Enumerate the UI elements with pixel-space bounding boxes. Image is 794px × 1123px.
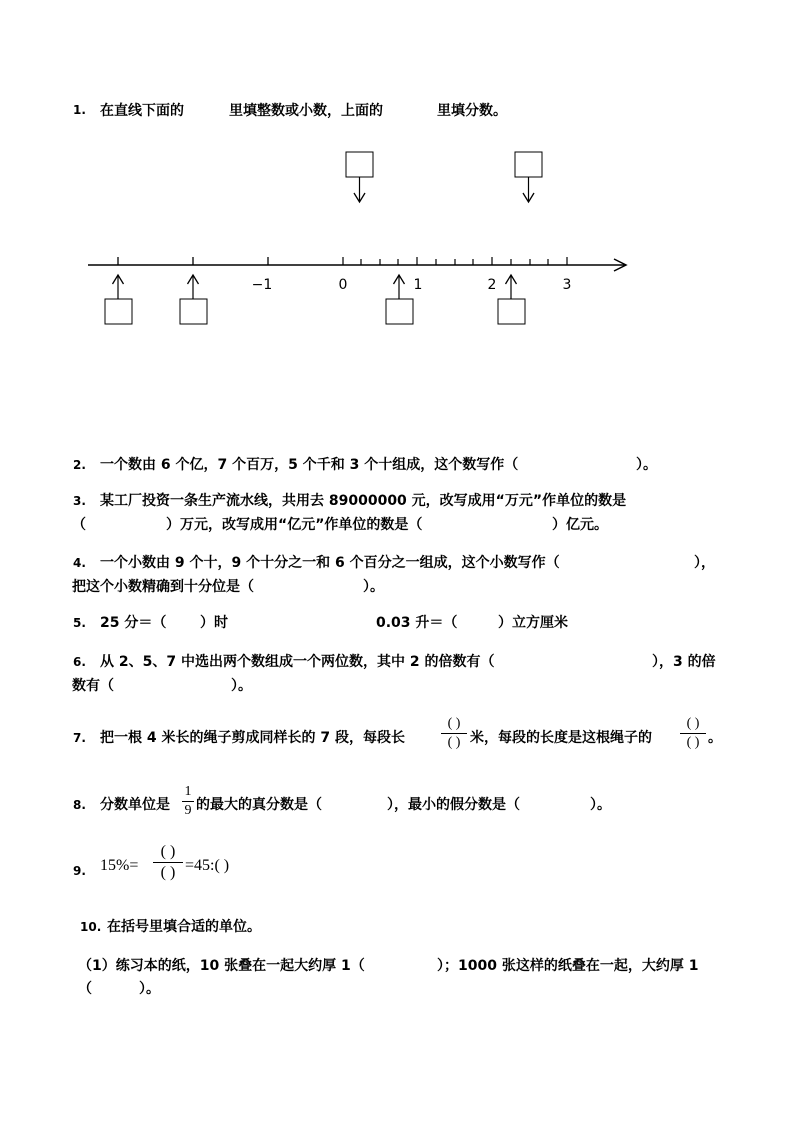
q8-part-c: ），最小的假分数是（ <box>387 797 520 813</box>
q10-sub1-line2: （ <box>78 981 92 997</box>
q2-text: 一个数由 6 个亿，7 个百万，5 个千和 3 个十组成，这个数写作（ <box>100 457 519 473</box>
q8-part-d: ）。 <box>590 797 611 813</box>
q5-number: 5. <box>73 616 86 630</box>
q1-text-b: 里填整数或小数，上面的 <box>229 103 383 119</box>
answer-box-top-2 <box>515 152 542 177</box>
q6-number: 6. <box>73 655 86 669</box>
q7-part-a: 把一根 4 米长的绳子剪成同样长的 7 段，每段长 <box>100 730 405 746</box>
q6-line1-end: ），3 的倍 <box>652 654 716 670</box>
axis-label-2: 2 <box>487 277 497 293</box>
q7-number: 7. <box>73 731 86 745</box>
q5-part-d: ）立方厘米 <box>498 615 568 631</box>
answer-box-bottom-2 <box>180 299 207 324</box>
answer-box-bottom-1 <box>105 299 132 324</box>
q1-text-a: 在直线下面的 <box>100 103 184 119</box>
q6-line2-end: ）。 <box>231 678 252 694</box>
q8-part-a: 分数单位是 <box>100 797 170 813</box>
q10-title: 在括号里填合适的单位。 <box>107 919 261 935</box>
q4-line1: 一个小数由 9 个十，9 个十分之一和 6 个百分之一组成，这个小数写作（ <box>100 555 560 571</box>
q3-line2-b: ）万元，改写成用“亿元”作单位的数是（ <box>166 517 423 533</box>
q4-line1-end: ）， <box>694 555 715 571</box>
answer-box-bottom-3 <box>386 299 413 324</box>
q3-number: 3. <box>73 494 86 508</box>
q5-part-a: 25 分＝（ <box>100 615 167 631</box>
q9-fraction-blank[interactable]: ( ) ( ) <box>153 843 183 882</box>
axis-label-3: 3 <box>562 277 572 293</box>
q8-part-b: 的最大的真分数是（ <box>196 797 322 813</box>
q8-number: 8. <box>73 798 86 812</box>
q10-sub1-mid: ）；1000 张这样的纸叠在一起，大约厚 1 <box>437 958 699 974</box>
q9-part-b: =45:( ) <box>185 857 230 874</box>
axis-label-1: 1 <box>413 277 423 293</box>
q5-part-b: ）时 <box>200 615 228 631</box>
axis-label-0: 0 <box>338 277 348 293</box>
q7-fraction-blank-1[interactable]: ( ) ( ) <box>441 716 467 751</box>
fine-ticks <box>343 257 567 265</box>
q8-fraction-one-ninth: 1 9 <box>182 784 194 819</box>
q4-number: 4. <box>73 556 86 570</box>
q7-fraction-blank-2[interactable]: ( ) ( ) <box>680 716 706 751</box>
q2-end: ）。 <box>636 457 657 473</box>
axis-label-minus1: −1 <box>251 277 273 293</box>
q7-part-c: 。 <box>708 730 722 746</box>
q1-text-c: 里填分数。 <box>437 103 507 119</box>
q3-line2-c: ）亿元。 <box>552 517 608 533</box>
q10-sub1-end: ）。 <box>139 981 160 997</box>
q6-line2: 数有（ <box>72 678 114 694</box>
number-line-diagram <box>0 145 794 325</box>
q9-number: 9. <box>73 864 86 878</box>
q4-line2: 把这个小数精确到十分位是（ <box>72 579 254 595</box>
q10-number: 10. <box>80 920 102 934</box>
q2-number: 2. <box>73 458 86 472</box>
q6-line1: 从 2、5、7 中选出两个数组成一个两位数，其中 2 的倍数有（ <box>100 654 495 670</box>
q10-sub1-line1: （1）练习本的纸，10 张叠在一起大约厚 1（ <box>78 958 365 974</box>
q5-part-c: 0.03 升＝（ <box>376 615 458 631</box>
q3-line1: 某工厂投资一条生产流水线，共用去 89000000 元，改写成用“万元”作单位的数是 <box>100 493 627 509</box>
q3-line2-a: （ <box>72 517 86 533</box>
answer-box-bottom-4 <box>498 299 525 324</box>
q4-line2-end: ）。 <box>363 579 384 595</box>
q1-number: 1. <box>73 103 86 117</box>
q9-part-a: 15%= <box>100 857 139 874</box>
q7-part-b: 米，每段的长度是这根绳子的 <box>470 730 652 746</box>
answer-box-top-1 <box>346 152 373 177</box>
